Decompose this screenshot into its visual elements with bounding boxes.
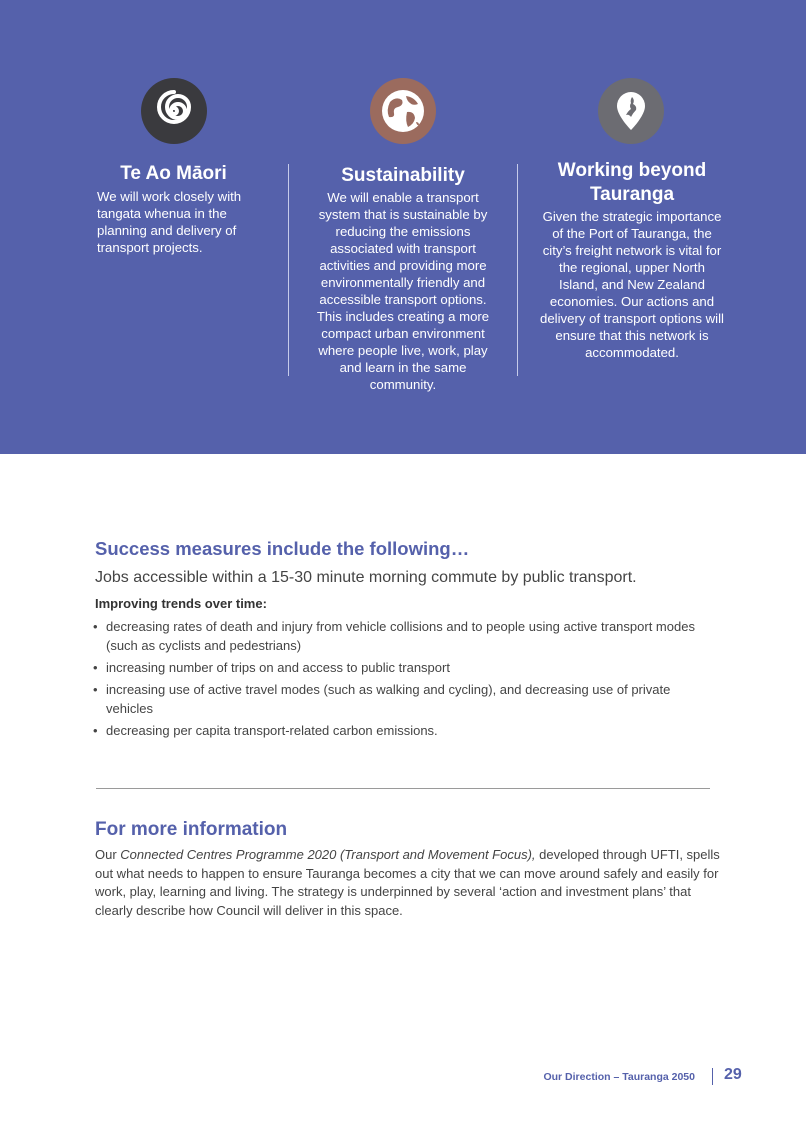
bullet: • (93, 660, 98, 675)
success-measures-list (93, 617, 713, 743)
pillars-banner (0, 0, 806, 454)
more-information-title: For more information (95, 819, 288, 840)
pillar-title: Sustainability (341, 165, 465, 186)
list-item (93, 680, 713, 718)
pillar-text: We will work closely with tangata whenua in the planning and delivery of transport projects. (97, 189, 242, 255)
pillar-title (537, 159, 727, 207)
pillar-title: Te Ao Māori (120, 163, 227, 184)
programme-name: Connected Centres Programme 2020 (Transport and Movement Focus), (120, 847, 536, 862)
pillar-text: Given the strategic importance of the Port of Tauranga, the city’s freight network is vital for the regional, upper North Island, and New Zealand economies. Our actions and delivery of transport options will ensure that this network is accommodated. (540, 209, 724, 360)
pillar-title-line: Tauranga (589, 184, 675, 205)
list-item (93, 617, 713, 655)
bullet: • (93, 723, 98, 738)
bullet: • (93, 619, 98, 634)
pillar-text: We will enable a transport system that is sustainable by reducing the emissions associated with transport activities and providing more environmentally friendly and accessible transport options. This includes creating a more compact urban environment where people live, work, play and learn in the same community. (316, 190, 490, 392)
list-item (93, 721, 713, 740)
improving-trends-heading: Improving trends over time: (95, 596, 267, 611)
list-item-text: increasing number of trips on and access to public transport (106, 660, 450, 675)
list-item-text: increasing use of active travel modes (such as walking and cycling), and decreasing use of private vehicles (106, 682, 671, 716)
pillar-working-beyond-tauranga (0, 0, 806, 454)
section-divider (96, 788, 710, 789)
page-footer (540, 1066, 745, 1086)
page-number: 29 (724, 1066, 742, 1083)
pillar-title-line: Working beyond (557, 160, 707, 181)
list-item-text: decreasing rates of death and injury from vehicle collisions and to people using active transport modes (such as cyclists and pedestrians) (106, 619, 695, 653)
success-measures-title: Success measures include the following… (95, 538, 470, 559)
map-pin-icon (598, 78, 664, 144)
list-item-text: decreasing per capita transport-related carbon emissions. (106, 723, 438, 738)
info-text-prefix: Our (95, 847, 121, 862)
footer-separator (712, 1068, 713, 1085)
info-text-rest: developed through UFTI, spells out what needs to happen to ensure Tauranga becomes a city that we can move around safely and easily for work, play, learning and living. The strategy is underpinned by several ‘action and investment plans’ that clearly describe how Council will deliver in this space. (95, 847, 720, 918)
footer-text: Our Direction – Tauranga 2050 (543, 1071, 695, 1083)
more-information-text (95, 846, 720, 920)
jobs-accessible-text: Jobs accessible within a 15-30 minute morning commute by public transport. (95, 569, 637, 586)
list-item (93, 658, 713, 677)
bullet: • (93, 682, 98, 697)
